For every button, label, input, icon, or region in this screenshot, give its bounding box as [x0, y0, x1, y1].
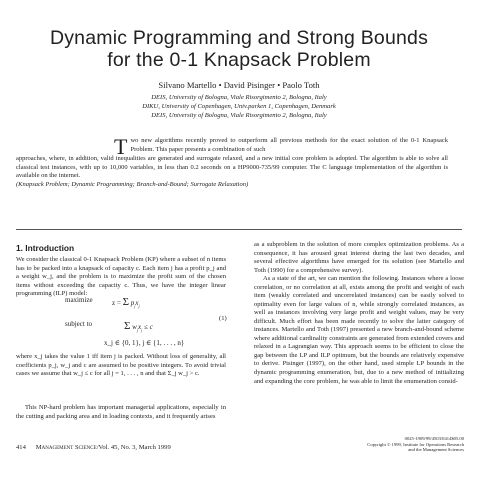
abstract	[114, 134, 449, 159]
equation-domain: x_j ∈ {0, 1}, j ∈ {1, . . . , n}	[104, 339, 185, 347]
abstract-body	[16, 155, 448, 189]
page-number: 414	[16, 444, 26, 451]
journal-issue: /Vol. 45, No. 3, March 1999	[96, 444, 171, 451]
affiliation-2: DIKU, University of Copenhagen, Univ.parken 1, Copenhagen, Denmark	[142, 103, 336, 110]
paper-title	[0, 27, 478, 71]
equation-maximize-label: maximize	[65, 296, 93, 304]
equation-objective-lhs: z =	[112, 299, 121, 307]
abstract-line-2: solution of the 0-1 Knapsack Problem. This paper presents a combination of such	[130, 137, 449, 153]
affiliation-3: DEIS, University of Bologna, Viale Risorgimento 2, Bologna, Italy	[151, 112, 327, 119]
section-divider	[16, 229, 462, 230]
title-line-1: Dynamic Programming and Strong Bounds	[49, 27, 429, 49]
title-line-2: for the 0-1 Knapsack Problem	[107, 49, 371, 71]
section-heading-introduction	[16, 244, 226, 255]
right-paragraph-1	[254, 241, 464, 275]
affiliation-1: DEIS, University of Bologna, Viale Risorgimento 2, Bologna, Italy	[151, 94, 327, 101]
copyright-block	[300, 436, 464, 453]
copyright-society: and the Management Sciences	[408, 447, 464, 453]
equation-objective: z = Σ $p_jx_j$	[112, 296, 140, 309]
abstract-dropcap: T	[114, 134, 128, 159]
abstract-line-1: wo new algorithms recently proved to outperform all previous methods for the exact	[130, 137, 365, 144]
right-text-1: as a subproblem in the solution of more complex optimization problems. As a consequence, it has aroused great interest during the last two decades, and several effective algorithms have emerged for its solution (see Martello and Toth (1990) for a comprehensive survey).	[254, 241, 464, 274]
page-footer	[16, 444, 171, 451]
section-heading: 1. Introduction	[16, 243, 75, 253]
right-text-2: As a state of the art, we can mention the following. Instances where a loose correlation, or no correlation at all, exists among the profit and weight of each item (weakly correlated and uncorrelated instances) can be easily solved to optimality even for large values of n, while strongly correlated instances, as well as instances involving very large profit and weight values, may be very difficult. Much effort has been made recently to solve the latter category of instances. Martello and Toth (1997) presented a new branch-and-bound scheme where additional cardinality constraints are generated from extended covers and relaxed in a Lagrangian way. This approach seems to be efficient to close the gap between the LP and ILP optimum, but the bounds are relatively expensive to derive. Pisinger (1997), on the other hand, used simple LP bounds in the dynamic programming enumeration, but, due to a new method of initializing and expanding the core problem, he was able to limit the enumeration consid-	[254, 275, 464, 385]
abstract-text: approaches, where, in addition, valid inequalities are generated and surrogate relaxed, and a new initial core problem is adopted. The algorithm is able to solve all classical test instances, with up to 10,000 variables, in less than 0.2 seconds on a HP9000-735/99 computer. The C language implementation of the algorithm is available on the internet.	[16, 155, 448, 180]
article-code: 0025-1909/99/4503/0414$05.00	[404, 436, 464, 441]
abstract-keywords: (Knapsack Problem; Dynamic Programming; Branch-and-Bound; Surrogate Relaxation)	[16, 180, 249, 188]
right-paragraph-2	[254, 275, 464, 386]
intro-text-3: This NP-hard problem has important managerial applications, especially in the cutting and packing area and in loading contexts, and it frequently arises	[16, 404, 226, 420]
journal-name: Management Science	[35, 444, 97, 451]
sum-symbol: Σ	[122, 296, 129, 308]
intro-paragraph-2	[16, 353, 226, 379]
sum-symbol: Σ	[124, 320, 131, 332]
copyright-line: Copyright © 1999, Institute for Operations Research	[367, 441, 464, 447]
equation-number: (1)	[219, 315, 227, 322]
intro-text-2: where x_j takes the value 1 iff item j is packed. Without loss of generality, all coefficients p_j, w_j and c are assumed to be positive integers. To avoid trivial cases we assume that w_j ≤ c for all j = 1, . . . , n and that Σ_j w_j > c.	[16, 353, 226, 378]
author-list: Silvano Martello • David Pisinger • Paolo Toth	[158, 80, 320, 90]
equation-subject-label: subject to	[65, 320, 93, 328]
intro-paragraph-3	[16, 404, 226, 421]
intro-paragraph-1	[16, 256, 226, 299]
equation-constraint: Σ $w_jx_j \le c$	[124, 320, 153, 333]
intro-text-1: We consider the classical 0-1 Knapsack Problem (KP) where a subset of n items has to be packed into a knapsack of capacity c. Each item j has a profit p_j and a weight w_j, and the problem is to maximize the profit sum of the chosen items without exceeding the capacity c. Thus, we have the integer linear programming (ILP) model:	[16, 256, 226, 298]
